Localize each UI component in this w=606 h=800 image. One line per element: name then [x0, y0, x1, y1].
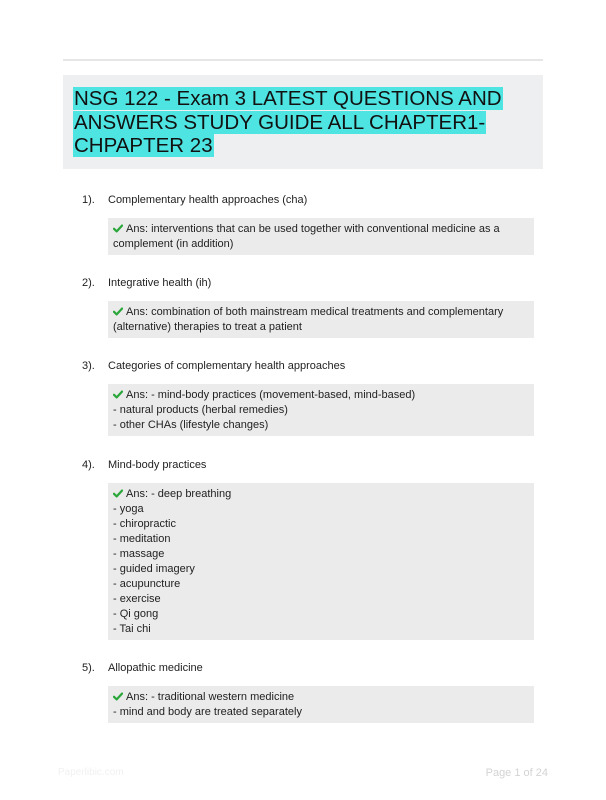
answer-line: - yoga: [113, 503, 144, 515]
answer-box: [108, 218, 534, 255]
check-icon: [113, 224, 123, 233]
answer-box: [108, 384, 534, 436]
top-divider: [63, 59, 543, 61]
answer-line: - exercise: [113, 593, 161, 605]
title-banner: [63, 75, 543, 169]
check-icon: [113, 489, 123, 498]
document-title: [73, 87, 533, 158]
question-text: Categories of complementary health approaches: [108, 360, 346, 372]
answer-line: - guided imagery: [113, 563, 195, 575]
answer-line: - massage: [113, 548, 165, 560]
answer-line: - acupuncture: [113, 578, 181, 590]
page-number: Page 1 of 24: [485, 767, 548, 779]
answer-line: Ans: - deep breathing: [113, 487, 529, 502]
answer-line: Ans: combination of both mainstream medical treatments and complementary: [113, 305, 529, 320]
answer-line: - Qi gong: [113, 608, 159, 620]
check-icon: [113, 390, 123, 399]
answer-box: [108, 301, 534, 338]
title-line-3: CHPAPTER 23: [74, 134, 213, 157]
answer-line: - Tai chi: [113, 623, 151, 635]
answer-line: - natural products (herbal remedies): [113, 404, 288, 416]
answer-line: Ans: - mind-body practices (movement-based, mind-based): [113, 388, 529, 403]
footer-watermark: Paperlibic.com: [58, 767, 124, 778]
answer-box: [108, 686, 534, 723]
answer-line: complement (in addition): [113, 238, 234, 250]
question-number: 4).: [82, 459, 95, 471]
answer-line: Ans: interventions that can be used together with conventional medicine as a: [113, 222, 529, 237]
answer-line: - meditation: [113, 533, 171, 545]
question-text: Mind-body practices: [108, 459, 207, 471]
question-text: Complementary health approaches (cha): [108, 194, 308, 206]
answer-line: (alternative) therapies to treat a patient: [113, 321, 302, 333]
title-line-1: NSG 122 - Exam 3 LATEST QUESTIONS AND: [74, 87, 502, 110]
answer-line: - mind and body are treated separately: [113, 706, 302, 718]
question-number: 5).: [82, 662, 95, 674]
question-number: 2).: [82, 277, 95, 289]
check-icon: [113, 692, 123, 701]
question-text: Allopathic medicine: [108, 662, 203, 674]
question-text: Integrative health (ih): [108, 277, 212, 289]
title-line-2: ANSWERS STUDY GUIDE ALL CHAPTER1-: [74, 110, 486, 134]
question-number: 1).: [82, 194, 95, 206]
answer-line: Ans: - traditional western medicine: [113, 690, 529, 705]
question-number: 3).: [82, 360, 95, 372]
answer-box: [108, 483, 534, 640]
check-icon: [113, 307, 123, 316]
answer-line: - chiropractic: [113, 518, 176, 530]
answer-line: - other CHAs (lifestyle changes): [113, 419, 269, 431]
